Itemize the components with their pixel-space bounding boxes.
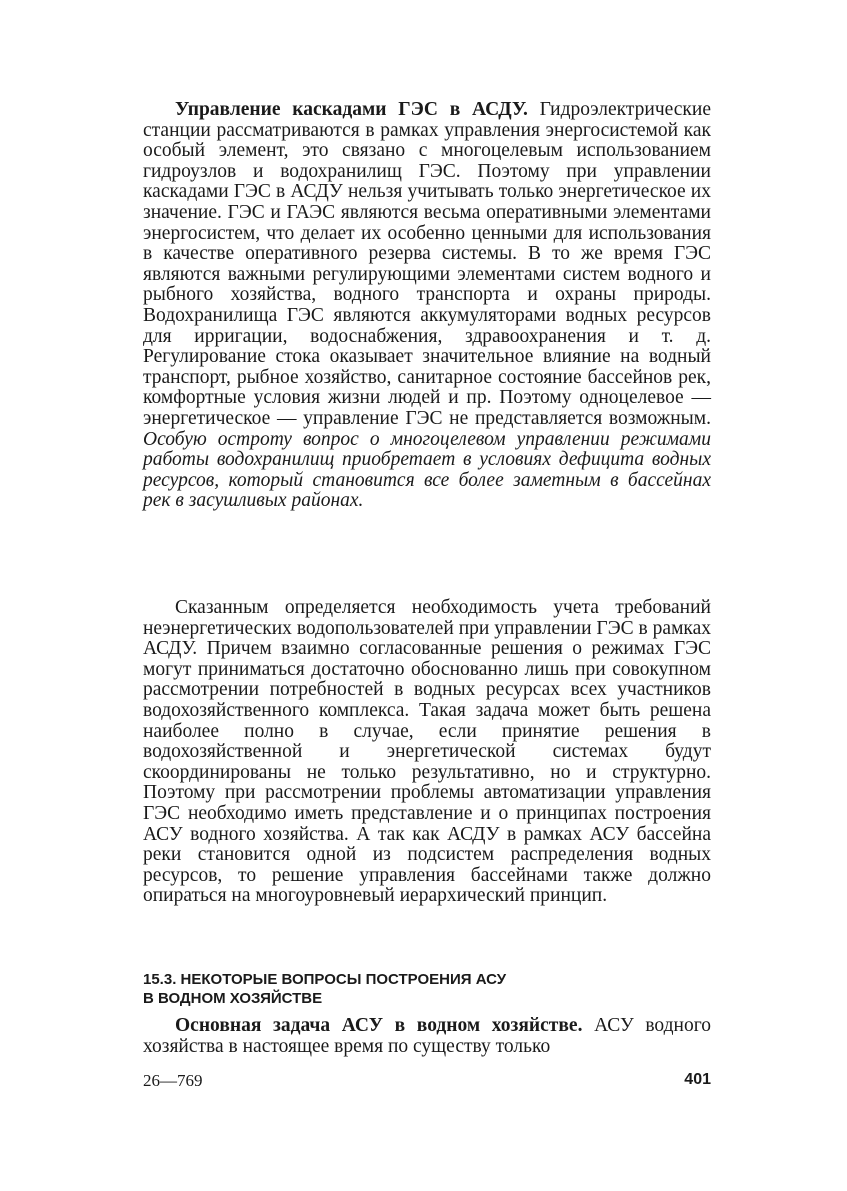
run-in-heading: Основная задача АСУ в водном хозяйстве. xyxy=(175,1015,583,1036)
section-heading xyxy=(143,970,711,1008)
run-in-heading: Управление каскадами ГЭС в АСДУ. xyxy=(175,99,528,120)
printer-signature: 26—769 xyxy=(143,1071,203,1090)
section-heading-line-2: В ВОДНОМ ХОЗЯЙСТВЕ xyxy=(143,990,323,1007)
section-heading-line-1: 15.3. НЕКОТОРЫЕ ВОПРОСЫ ПОСТРОЕНИЯ АСУ xyxy=(143,971,507,988)
paragraph-cascade-control xyxy=(143,100,711,512)
italic-emphasis: Особую остроту вопрос о многоцелевом управлении режимами работы водохранилищ приобретает в условиях дефицита водных ресурсов, который становится все более заметным в бассейнах рек в засушливых районах. xyxy=(143,428,711,512)
paragraph-main-task xyxy=(143,1016,711,1057)
page-number: 401 xyxy=(684,1071,711,1088)
paragraph-body: АСУ водного хозяйства в настоящее время по существу только xyxy=(143,1015,711,1057)
paragraph-body: Сказанным определяется необходимость учета требований неэнергетических водопользователей при управлении ГЭС в рамках АСДУ. Причем взаимно согласованные решения о режимах ГЭС могут приниматься достаточно обоснованно лишь при совокупном рассмотрении потребностей в водных ресурсах всех участников водохозяйственного комплекса. Такая задача может быть решена наиболее полно в случае, если принятие решения в водохозяйственной и энергетической системах будут скоординированы не только результативно, но и структурно. Поэтому при рассмотрении проблемы автоматизации управления ГЭС необходимо иметь представление и о принципах построения АСУ водного хозяйства. А так как АСДУ в рамках АСУ бассейна реки становится одной из подсистем распределения водных ресурсов, то решение управления бассейнами также должно опираться на многоуровневый иерархический принцип. xyxy=(143,597,711,907)
paragraph-requirements xyxy=(143,598,711,907)
paragraph-body: Гидроэлектрические станции рассматриваются в рамках управления энергосистемой как особый элемент, это связано с многоцелевым использованием гидроузлов и водохранилищ ГЭС. Поэтому при управлении каскадами ГЭС в АСДУ нельзя учитывать только энергетическое их значение. ГЭС и ГАЭС являются весьма оперативными элементами энергосистем, что делает их особенно ценными для использования в качестве оперативного резерва системы. В то же время ГЭС являются важными регулирующими элементами систем водного и рыбного хозяйства, водного транспорта и охраны природы. Водохранилища ГЭС являются аккумуляторами водных ресурсов для ирригации, водоснабжения, здравоохранения и т. д. Регулирование стока оказывает значительное влияние на водный транспорт, рыбное хозяйство, санитарное состояние бассейнов рек, комфортные условия жизни людей и пр. Поэтому одноцелевое — энергетическое — управление ГЭС не представляется возможным. xyxy=(143,99,711,429)
